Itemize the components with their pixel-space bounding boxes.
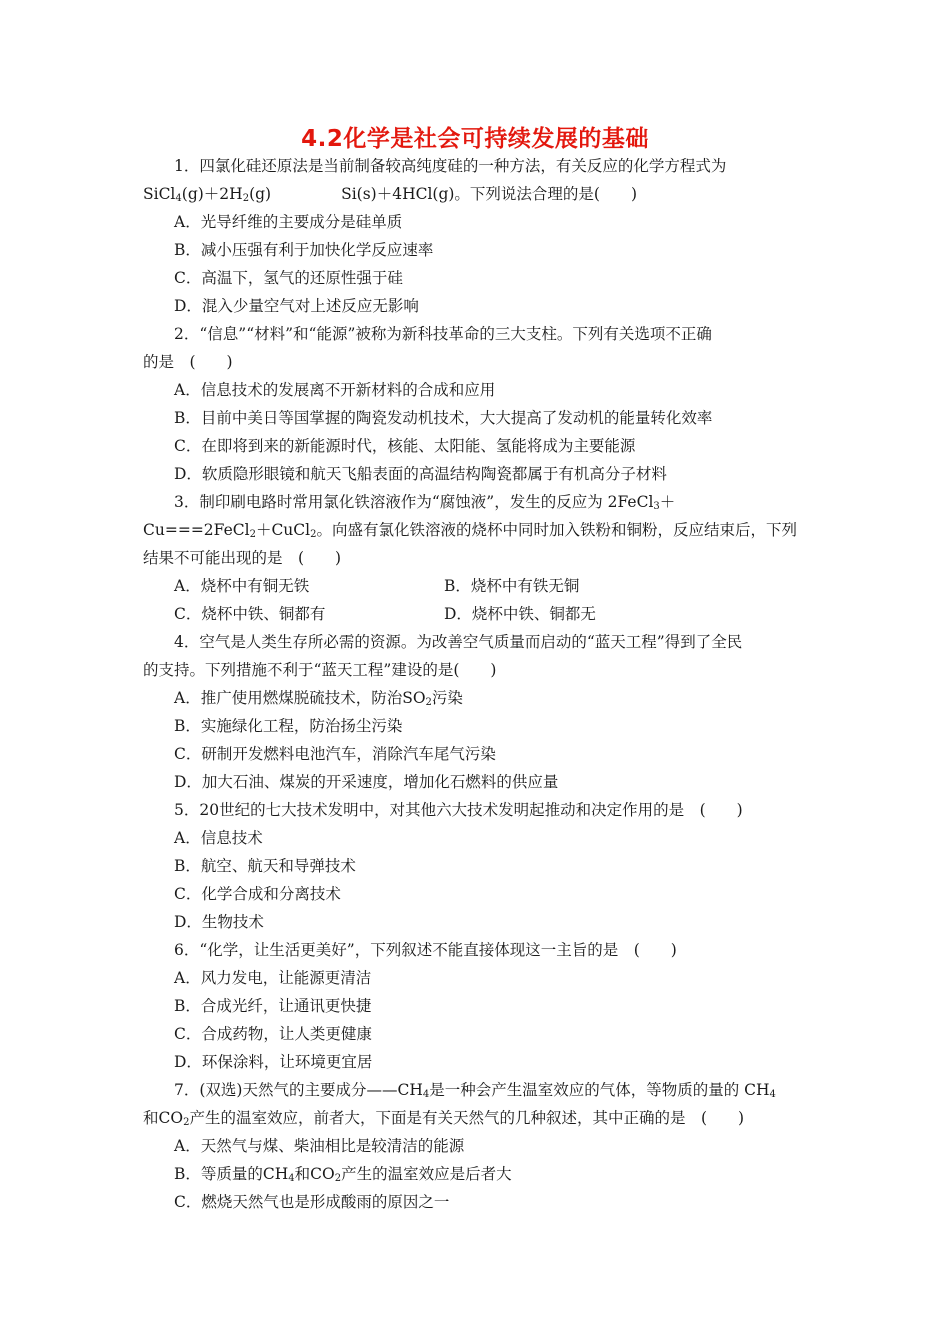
- option-c: C．燃烧天然气也是形成酸雨的原因之一: [174, 1193, 450, 1211]
- option-c: C．研制开发燃料电池汽车，消除汽车尾气污染: [174, 745, 496, 763]
- option-a: A．推广使用燃煤脱硫技术，防治$SO_2$污染: [174, 689, 463, 708]
- question-stem: 3．制印刷电路时常用氯化铁溶液作为“腐蚀液”，发生的反应为 2FeCl$_3$＋: [174, 493, 676, 512]
- option-row: [143, 572, 807, 600]
- option-c: C．化学合成和分离技术: [174, 885, 341, 903]
- question-6: [143, 936, 807, 1076]
- option-c: C．高温下，氢气的还原性强于硅: [174, 269, 403, 287]
- question-stem: 4．空气是人类生存所必需的资源。为改善空气质量而启动的“蓝天工程”得到了全民: [174, 633, 743, 651]
- question-stem-continued: 结果不可能出现的是 ( ): [143, 549, 342, 567]
- option-c: C．烧杯中铁、铜都有: [174, 605, 326, 623]
- question-5: [143, 796, 807, 936]
- question-stem-continued: 和$CO_2$产生的温室效应，前者大，下面是有关天然气的几种叙述，其中正确的是 ( ): [143, 1109, 745, 1128]
- equation-lhs: $SiCl_4(g)+2H_2(g)$: [143, 185, 272, 204]
- option-a: A．光导纤维的主要成分是硅单质: [174, 213, 403, 231]
- page-title: 4.2化学是社会可持续发展的基础: [301, 126, 649, 152]
- question-4: [143, 628, 807, 796]
- question-list: [143, 152, 807, 1216]
- option-d: D．环保涂料，让环境更宜居: [174, 1053, 373, 1071]
- option-b: B．烧杯中有铁无铜: [444, 577, 580, 595]
- question-stem-continued: 的是 ( ): [143, 353, 233, 371]
- option-b: B．等质量的$CH_4$和$CO_2$产生的温室效应是后者大: [174, 1165, 512, 1184]
- option-b: B．目前中美日等国掌握的陶瓷发动机技术，大大提高了发动机的能量转化效率: [174, 409, 713, 427]
- question-stem: 2．“信息”“材料”和“能源”被称为新科技革命的三大支柱。下列有关选项不正确: [174, 325, 712, 343]
- question-stem: 7．(双选)天然气的主要成分$——CH_4$是一种会产生温室效应的气体，等物质的量的 $CH_4$: [174, 1081, 776, 1100]
- option-row: [143, 600, 807, 628]
- option-d: D．软质隐形眼镜和航天飞船表面的高温结构陶瓷都属于有机高分子材料: [174, 465, 667, 483]
- option-d: D．混入少量空气对上述反应无影响: [174, 297, 419, 315]
- option-b: B．航空、航天和导弹技术: [174, 857, 356, 875]
- option-a: A．信息技术的发展离不开新材料的合成和应用: [174, 381, 496, 399]
- option-d: D．加大石油、煤炭的开采速度，增加化石燃料的供应量: [174, 773, 559, 791]
- question-stem: 1．四氯化硅还原法是当前制备较高纯度硅的一种方法，有关反应的化学方程式为: [174, 157, 727, 175]
- option-b: B．合成光纤，让通讯更快捷: [174, 997, 372, 1015]
- option-c: C．合成药物，让人类更健康: [174, 1025, 372, 1043]
- option-d: D．烧杯中铁、铜都无: [444, 605, 596, 623]
- question-3: [143, 488, 807, 628]
- question-2: [143, 320, 807, 488]
- option-b: B．减小压强有利于加快化学反应速率: [174, 241, 434, 259]
- question-stem: 6．“化学，让生活更美好”，下列叙述不能直接体现这一主旨的是 ( ): [174, 941, 677, 959]
- option-a: A．信息技术: [174, 829, 263, 847]
- option-a: A．风力发电，让能源更清洁: [174, 969, 372, 987]
- question-stem-continued: Cu===2FeCl$_2$＋CuCl$_2$。向盛有氯化铁溶液的烧杯中同时加入铁粉和铜粉，反应结束后，下列: [143, 521, 797, 540]
- option-c: C．在即将到来的新能源时代，核能、太阳能、氢能将成为主要能源: [174, 437, 636, 455]
- question-stem: 5．20世纪的七大技术发明中，对其他六大技术发明起推动和决定作用的是 ( ): [174, 801, 743, 819]
- question-1: [143, 152, 807, 320]
- option-a: A．烧杯中有铜无铁: [174, 577, 310, 595]
- option-a: A．天然气与煤、柴油相比是较清洁的能源: [174, 1137, 465, 1155]
- equation-rhs: Si(s)＋4HCl(g)。下列说法合理的是( ): [341, 185, 638, 203]
- option-b: B．实施绿化工程，防治扬尘污染: [174, 717, 403, 735]
- option-d: D．生物技术: [174, 913, 264, 931]
- question-stem-continued: 的支持。下列措施不利于“蓝天工程”建设的是( ): [143, 661, 497, 679]
- chemical-equation: [143, 180, 807, 208]
- question-7: [143, 1076, 807, 1216]
